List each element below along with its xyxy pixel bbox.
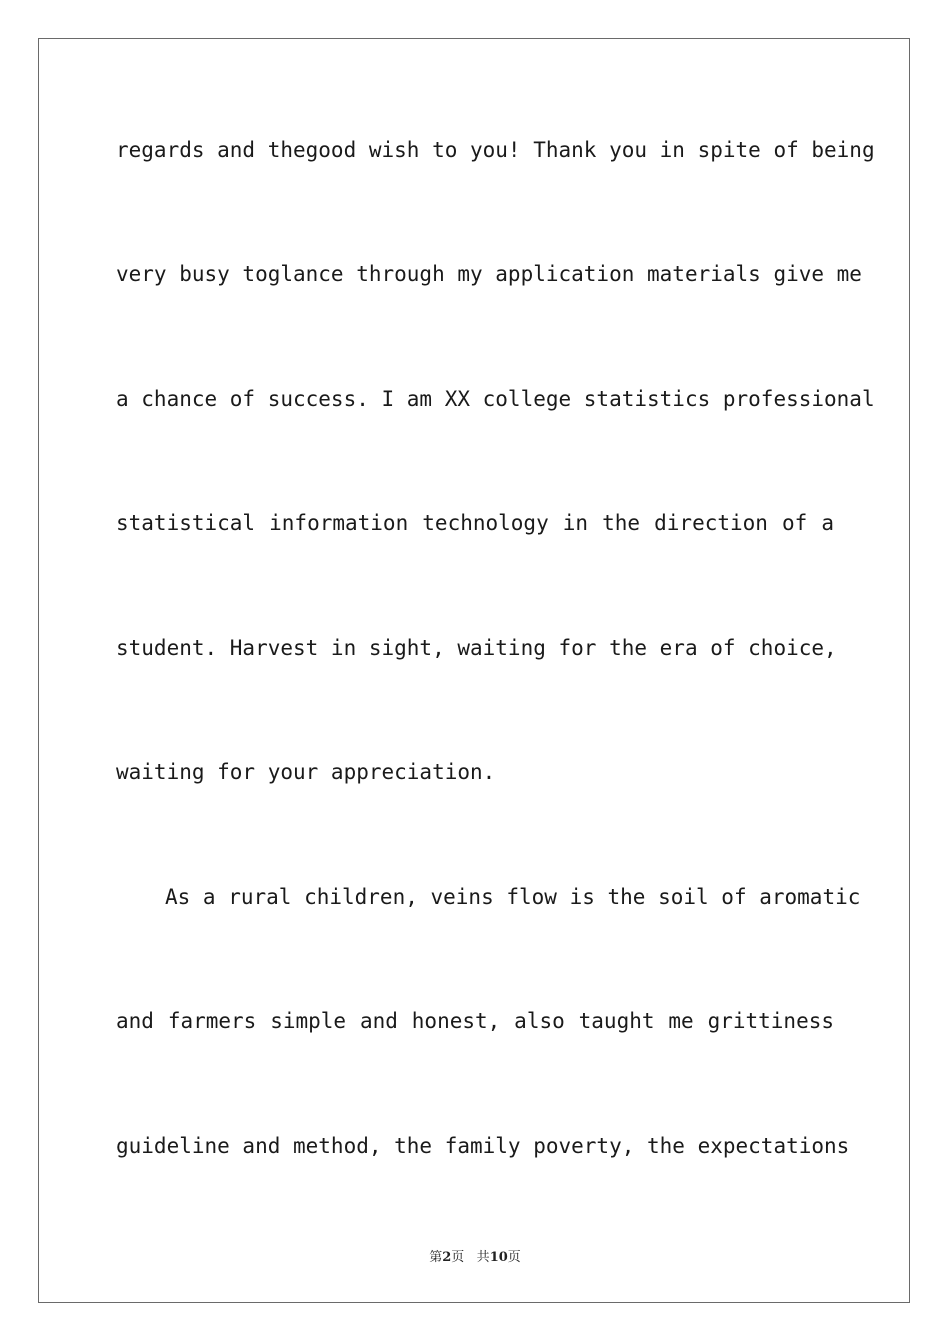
total-page-count: 10: [489, 1250, 508, 1265]
body-text-line: waiting for your appreciation.: [116, 760, 496, 784]
total-pages-indicator: [477, 1250, 521, 1265]
total-suffix: 页: [507, 1250, 521, 1265]
paragraph-first-line: As a rural children, veins flow is the soil of aromatic: [165, 885, 861, 909]
body-text-line: very busy toglance through my application materials give me: [116, 262, 862, 286]
page-number-indicator: [429, 1250, 464, 1265]
body-text-line: student. Harvest in sight, waiting for the era of choice,: [116, 636, 837, 660]
body-text-line: regards and thegood wish to you! Thank you in spite of being: [116, 138, 875, 162]
current-page-number: 2: [442, 1250, 452, 1265]
body-text-line: and farmers simple and honest, also taught me grittiness: [116, 1009, 834, 1033]
page-border: [38, 38, 910, 1303]
page-footer: [0, 1246, 950, 1265]
body-text-line: statistical information technology in the direction of a: [116, 511, 834, 535]
total-prefix: 共: [476, 1250, 490, 1265]
page-suffix: 页: [451, 1250, 465, 1265]
page-prefix: 第: [429, 1250, 443, 1265]
body-text-line: a chance of success. I am XX college statistics professional: [116, 387, 875, 411]
body-text-line: guideline and method, the family poverty, the expectations: [116, 1134, 850, 1158]
